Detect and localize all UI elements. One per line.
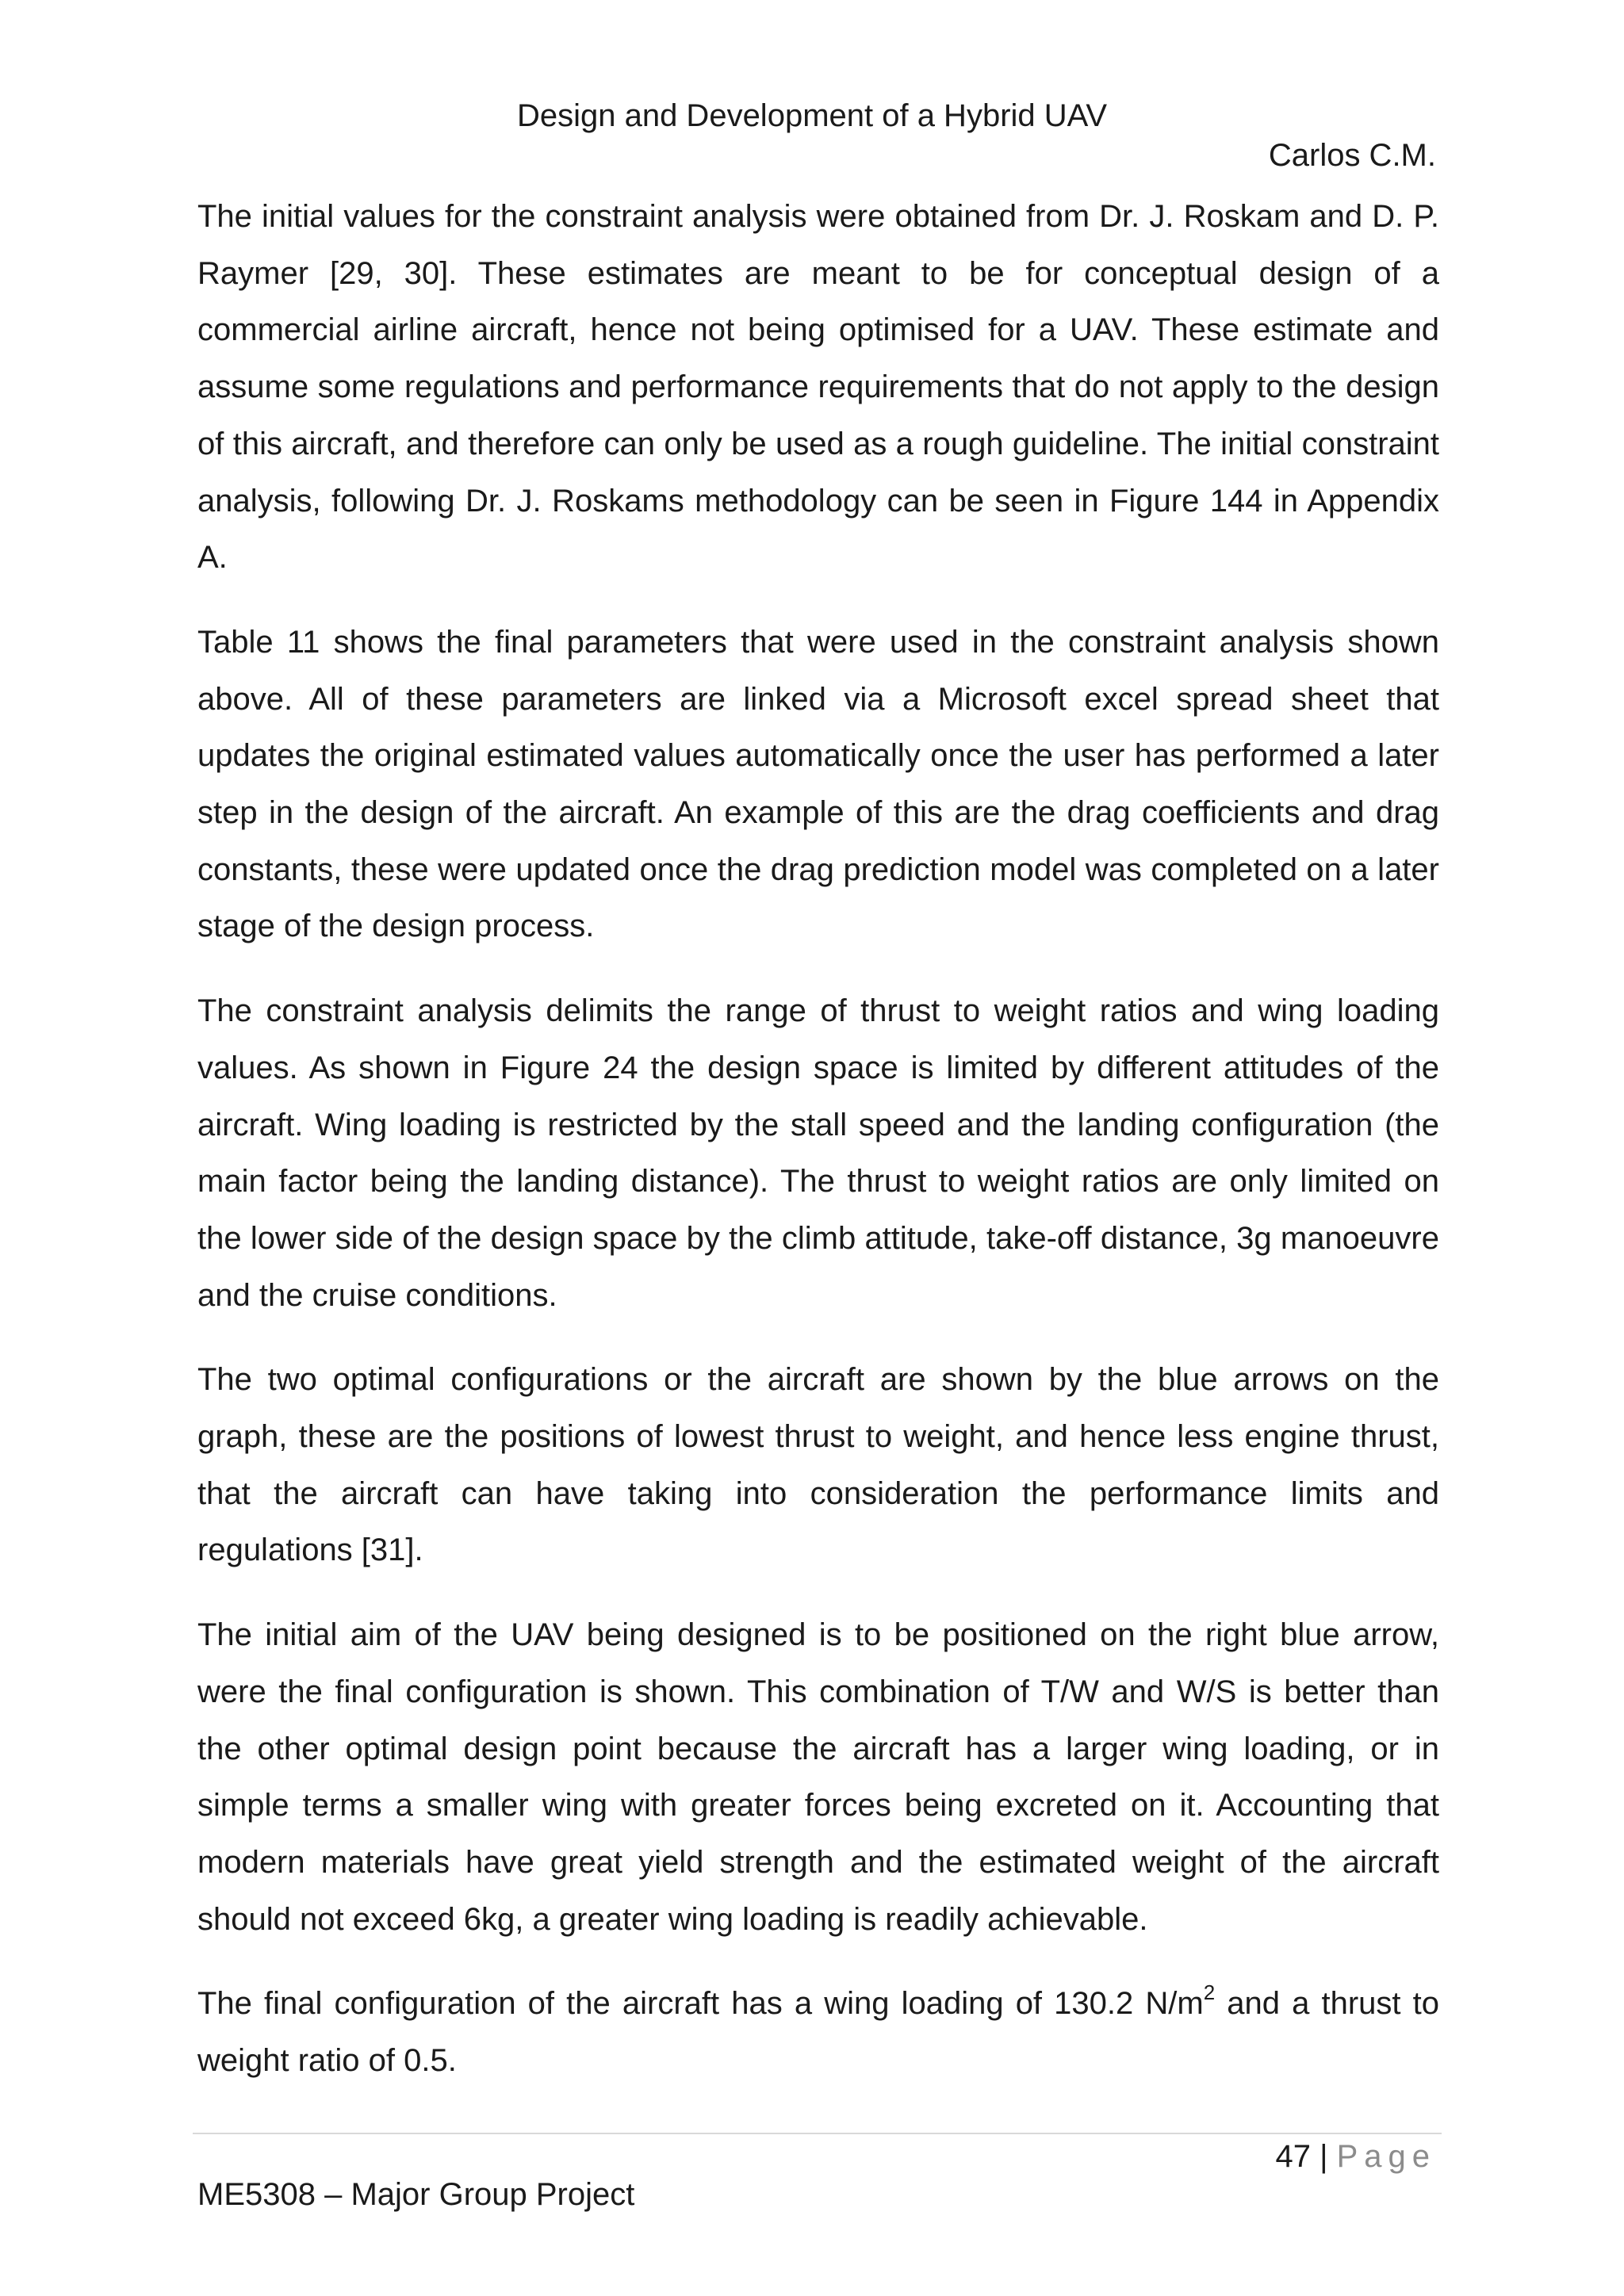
page-label: Page xyxy=(1336,2139,1436,2174)
paragraph-2: Table 11 shows the final parameters that were used in the constraint analysis shown above. All of these parameters are linked via a Microsoft excel spread sheet that updates the original estimated values automatically once the user has performed a later step in the design of the aircraft. An example of this are the drag coefficients and drag constants, these were updated once the drag prediction model was completed on a later stage of the design process. xyxy=(197,624,1439,944)
document-header-author: Carlos C.M. xyxy=(1268,138,1436,173)
page-number xyxy=(1275,2134,1436,2179)
page-number-value: 47 xyxy=(1275,2139,1311,2174)
footer-divider xyxy=(193,2133,1442,2134)
paragraph-1: The initial values for the constraint analysis were obtained from Dr. J. Roskam and D. P. Raymer [29, 30]. These estimates are meant to be for conceptual design of a commercial airline aircraft, hence not being optimised for a UAV. These estimate and assume some regulations and performance requirements that do not apply to the design of this aircraft, and therefore can only be used as a rough guideline. The initial constraint analysis, following Dr. J. Roskams methodology can be seen in Figure 144 in Appendix A. xyxy=(197,199,1439,576)
paragraph-6 xyxy=(197,1976,1439,2089)
paragraph-6-text-end: and a thrust to weight ratio of 0.5. xyxy=(197,1986,1440,2079)
page-number-separator: | xyxy=(1310,2139,1337,2174)
paragraph-3: The constraint analysis delimits the range of thrust to weight ratios and wing loading values. As shown in Figure 24 the design space is limited by different attitudes of the aircraft. Wing loading is restricted by the stall speed and the landing configuration (the main factor being the landing distance). The thrust to weight ratios are only limited on the lower side of the design space by the climb attitude, take-off distance, 3g manoeuvre and the cruise conditions. xyxy=(197,993,1439,1313)
superscript-exponent: 2 xyxy=(1203,1980,1216,2005)
paragraph-4: The two optimal configurations or the aircraft are shown by the blue arrows on the graph, these are the positions of lowest thrust to weight, and hence less engine thrust, that the aircraft can have taking into consideration the performance limits and regulations [31]. xyxy=(197,1362,1439,1568)
document-header-title: Design and Development of a Hybrid UAV xyxy=(516,98,1108,133)
paragraph-6-text-start: The final configuration of the aircraft has a wing loading of 130.2 N/m xyxy=(197,1986,1204,2022)
paragraph-5: The initial aim of the UAV being designed is to be positioned on the right blue arrow, were the final configuration is shown. This combination of T/W and W/S is better than the other optimal design point because the aircraft has a larger wing loading, or in simple terms a smaller wing with greater forces being excreted on it. Accounting that modern materials have great yield strength and the estimated weight of the aircraft should not exceed 6kg, a greater wing loading is readily achievable. xyxy=(197,1617,1439,1937)
document-body xyxy=(197,189,1439,2118)
footer-course-title: ME5308 – Major Group Project xyxy=(197,2177,635,2212)
